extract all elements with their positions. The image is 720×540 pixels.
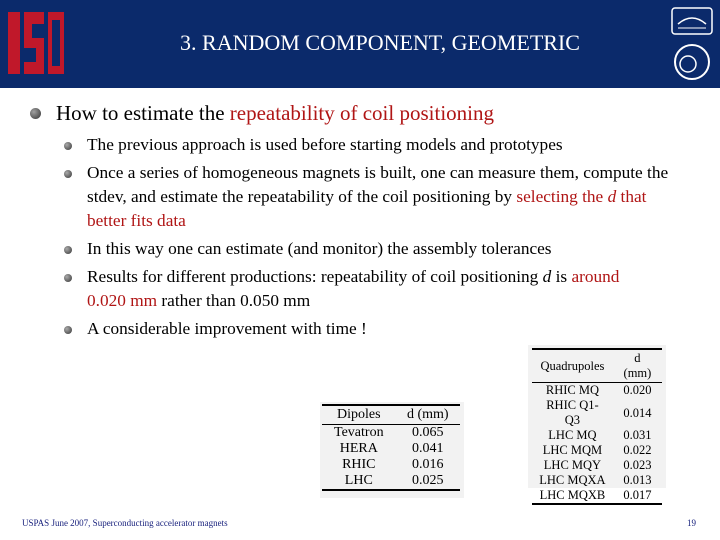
bullet-2-text: Once a series of homogeneous magnets is built, one can measure them, compute the stdev, and estimate the repeatability of the coil positioning by [87,163,669,206]
footer-text: USPAS June 2007, Superconducting accelerator magnets [22,518,228,528]
table-row [322,425,460,442]
bullet-5: A considerable improvement with time ! [87,319,367,338]
cern-logo-icon [666,4,718,84]
table-cell: LHC [322,473,396,490]
quadrupoles-table [532,348,662,505]
table-row [532,398,662,428]
main-point-prefix: How to estimate the [56,101,230,125]
bullet-4 [87,265,662,313]
sub-bullet-icon [64,170,72,178]
main-bullet-icon [30,108,41,119]
table-row [532,443,662,458]
bullet-2 [87,161,687,233]
quadrupoles-table-box [528,345,666,502]
table-cell: LHC MQXB [532,488,613,504]
bullet-2-red-a: selecting the [516,187,608,206]
main-point-highlight: repeatability of coil positioning [229,101,494,125]
table-row [322,473,460,490]
table-row [532,458,662,473]
bullet-3: In this way one can estimate (and monitor) the assembly tolerances [87,239,552,258]
dipoles-table-box [320,402,464,498]
bullet-2-var-d: d [607,187,617,206]
table-cell: 0.017 [613,488,662,504]
page-number: 19 [687,518,696,528]
table-row [532,473,662,488]
table-header-row [322,405,460,425]
sub-bullet-icon [64,274,72,282]
table-cell: LHC MQXA [539,473,606,487]
table-header-cell: Quadrupoles [532,349,613,383]
table-cell: 0.041 [412,441,444,456]
table-cell: 0.013 [623,473,652,487]
table-cell: 0.065 [412,425,444,440]
table-row [532,488,662,504]
table-cell: 0.031 [623,428,652,442]
header-bar [0,0,720,88]
table-row [322,441,460,457]
bullet-4-var-d: d [542,267,552,286]
bullet-2-red-b: that better fits data [87,187,647,230]
main-point [56,101,494,126]
table-cell: RHIC MQ [545,383,599,397]
bullet-4-text-c: rather than 0.050 mm [157,291,311,310]
bullet-4-text-b: is [551,267,572,286]
table-cell: RHIC [342,457,376,472]
table-cell: RHIC Q1-Q3 [546,398,599,427]
table-cell: 0.016 [412,457,444,472]
table-cell: Tevatron [334,425,384,440]
table-cell: LHC MQ [548,428,597,442]
table-cell: 0.023 [623,458,652,472]
sub-bullet-icon [64,246,72,254]
table-cell: 0.022 [623,443,652,457]
table-cell: HERA [339,441,378,456]
table-row [532,428,662,443]
bullet-4-red: around 0.020 mm [87,267,620,310]
table-header-cell: Dipoles [322,405,396,425]
bullet-1: The previous approach is used before starting models and prototypes [87,135,563,154]
dipoles-table [322,404,460,491]
bullet-4-text-a: Results for different productions: repeatability of coil positioning [87,267,543,286]
sub-bullet-icon [64,142,72,150]
table-header-cell: d (mm) [613,349,662,383]
table-row [532,383,662,399]
table-cell: 0.025 [396,473,460,490]
sub-bullet-icon [64,326,72,334]
table-cell: 0.014 [623,405,652,420]
table-cell: LHC MQY [543,458,602,472]
table-cell: LHC MQM [542,443,603,457]
table-row [322,457,460,473]
table-header-cell: d (mm) [396,405,460,425]
page-title: 3. RANDOM COMPONENT, GEOMETRIC [180,30,580,55]
table-cell: 0.020 [623,383,652,397]
table-header-row [532,349,662,383]
lab-logo-icon [4,6,68,80]
